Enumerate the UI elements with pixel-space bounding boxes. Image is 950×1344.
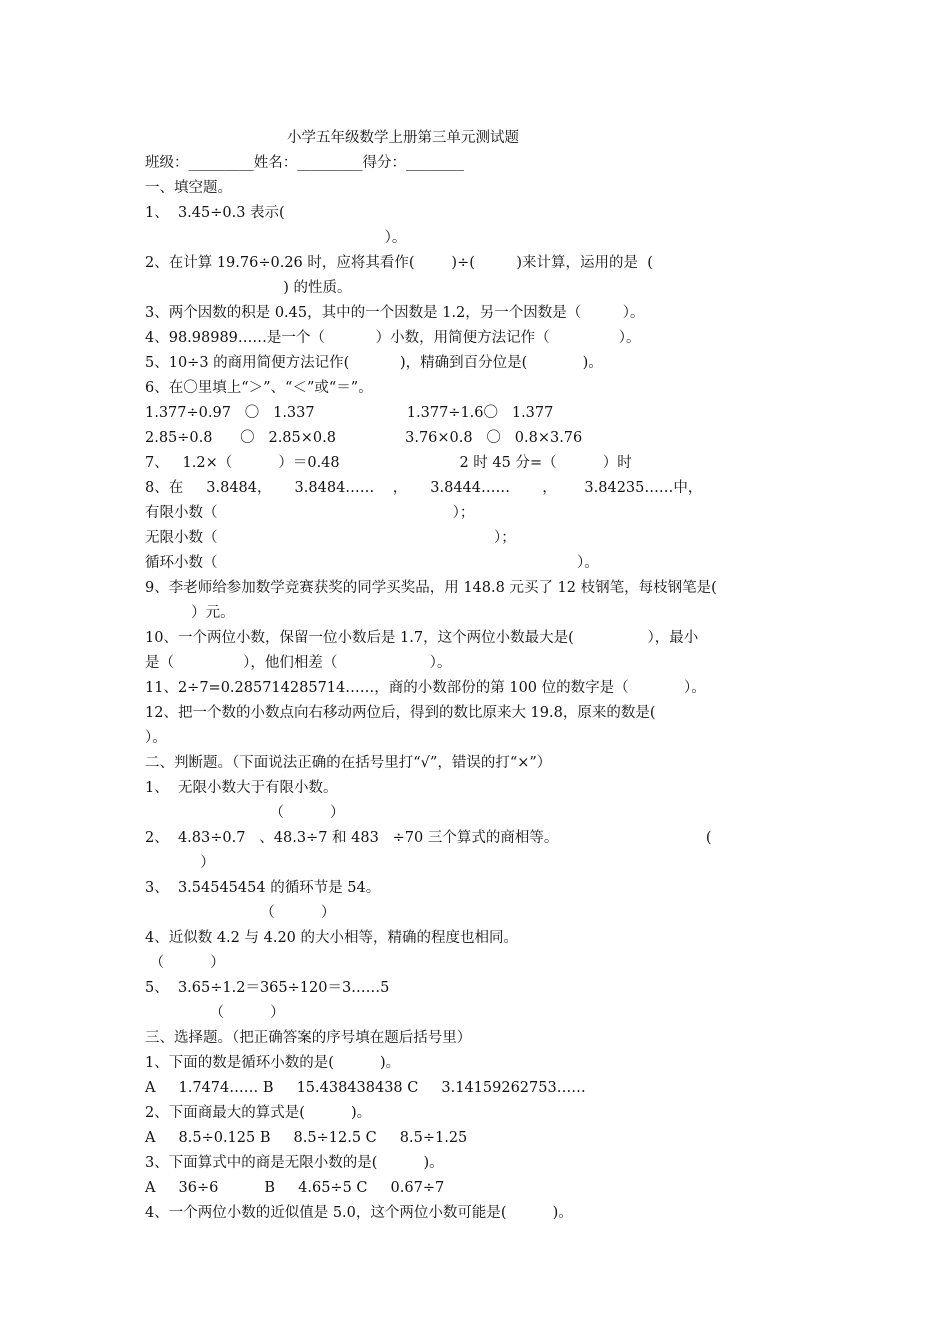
text-line: 8、在 3.8484， 3.8484…… ， 3.8444…… ， 3.84235……中， bbox=[145, 480, 703, 496]
text-line: 二、判断题。（下面说法正确的在括号里打“√”，错误的打“×”） bbox=[145, 755, 552, 771]
text-line: 三、选择题。（把正确答案的序号填在题后括号里） bbox=[145, 1030, 472, 1046]
text-line: 9、李老师给参加数学竞赛获奖的同学买奖品，用 148.8 元买了 12 枝钢笔，每枝钢笔是( bbox=[145, 580, 717, 596]
text-line: 2、 4.83÷0.7 、48.3÷7 和 483 ÷70 三个算式的商相等。 ( bbox=[145, 830, 712, 846]
text-line: 2、下面商最大的算式是( )。 bbox=[145, 1105, 372, 1121]
text-line: 2、在计算 19.76÷0.26 时，应将其看作( )÷( )来计算，运用的是 ( bbox=[145, 255, 653, 271]
text-line: ）。 bbox=[145, 230, 407, 246]
text-line: 3、下面算式中的商是无限小数的是( )。 bbox=[145, 1155, 444, 1171]
text-line: 5、10÷3 的商用简便方法记作( )，精确到百分位是( )。 bbox=[145, 355, 603, 371]
text-line: 循环小数（ ）。 bbox=[145, 555, 599, 571]
text-line: 4、98.98989……是一个（ ）小数，用简便方法记作（ ）。 bbox=[145, 330, 641, 346]
text-line: 1、下面的数是循环小数的是( )。 bbox=[145, 1055, 401, 1071]
text-line: 6、在〇里填上“＞”、“＜”或“＝”。 bbox=[145, 380, 373, 396]
text-line: ）元。 bbox=[145, 605, 235, 621]
text-line: A 36÷6 B 4.65÷5 C 0.67÷7 bbox=[145, 1180, 445, 1196]
text-line: A 1.7474…… B 15.438438438 C 3.14159262753…… bbox=[145, 1080, 586, 1096]
text-line: 3、 3.54545454 的循环节是 54。 bbox=[145, 880, 381, 896]
text-line: 12、把一个数的小数点向右移动两位后，得到的数比原来大 19.8，原来的数是( bbox=[145, 705, 656, 721]
text-line: 2.85÷0.8 〇 2.85×0.8 3.76×0.8 〇 0.8×3.76 bbox=[145, 430, 583, 446]
text-line: 无限小数（ ）； bbox=[145, 530, 516, 546]
text-line: 4、近似数 4.2 与 4.20 的大小相等，精确的程度也相同。 bbox=[145, 930, 519, 946]
text-line: （ ） bbox=[145, 955, 225, 971]
text-line: （ ） bbox=[145, 1005, 285, 1021]
text-line: A 8.5÷0.125 B 8.5÷12.5 C 8.5÷1.25 bbox=[145, 1130, 468, 1146]
text-line: 1.377÷0.97 〇 1.337 1.377÷1.6〇 1.377 bbox=[145, 405, 554, 421]
text-line: 11、2÷7=0.285714285714……，商的小数部份的第 100 位的数字是（ ）。 bbox=[145, 680, 706, 696]
text-line: 是（ ），他们相差（ ）。 bbox=[145, 655, 452, 671]
info-line: 班级：_________姓名：_________得分：________ bbox=[145, 155, 464, 171]
text-line: 3、两个因数的积是 0.45，其中的一个因数是 1.2，另一个因数是（ ）。 bbox=[145, 305, 645, 321]
text-line: ） bbox=[145, 855, 215, 871]
text-line: ）。 bbox=[145, 730, 167, 746]
text-line: 1、 无限小数大于有限小数。 bbox=[145, 780, 338, 796]
text-line: （ ） bbox=[145, 905, 336, 921]
text-line: ) 的性质。 bbox=[145, 280, 352, 296]
text-line: 一、填空题。 bbox=[145, 180, 232, 196]
page-title: 小学五年级数学上册第三单元测试题 bbox=[287, 130, 519, 146]
text-line: 10、一个两位小数，保留一位小数后是 1.7，这个两位小数最大是( ），最小 bbox=[145, 630, 699, 646]
text-line: 1、 3.45÷0.3 表示( bbox=[145, 205, 285, 221]
text-line: （ ） bbox=[145, 805, 345, 821]
text-line: 4、一个两位小数的近似值是 5.0，这个两位小数可能是( )。 bbox=[145, 1205, 573, 1221]
text-line: 5、 3.65÷1.2＝365÷120＝3……5 bbox=[145, 980, 390, 996]
text-line: 有限小数（ ）； bbox=[145, 505, 475, 521]
text-line: 7、 1.2×（ ）＝0.48 2 时 45 分=（ ）时 bbox=[145, 455, 632, 471]
